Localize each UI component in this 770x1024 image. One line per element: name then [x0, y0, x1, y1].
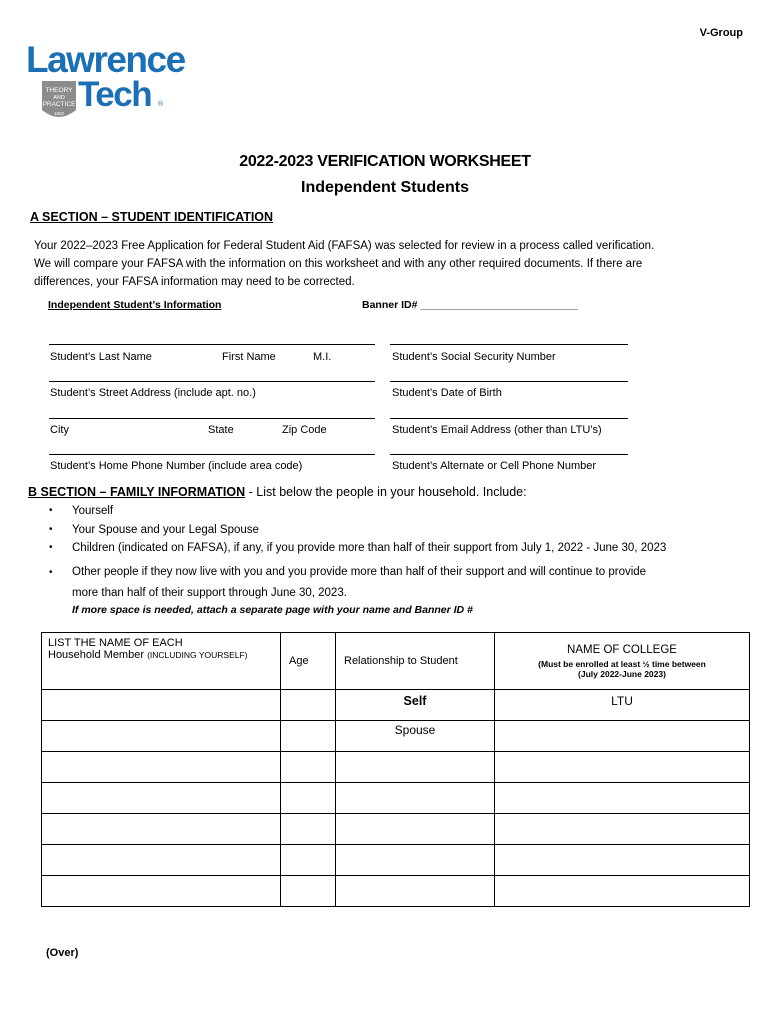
name-cell[interactable] [42, 721, 281, 752]
name-cell[interactable] [42, 690, 281, 721]
age-cell[interactable] [281, 690, 336, 721]
table-row [42, 876, 750, 907]
college-cell[interactable] [495, 721, 750, 752]
bullet-icon: • [49, 567, 53, 578]
email-line[interactable] [390, 418, 628, 419]
city-line[interactable] [49, 418, 375, 419]
email-label: Student’s Email Address (other than LTU’s) [392, 424, 602, 436]
college-cell[interactable] [495, 783, 750, 814]
street-label: Student’s Street Address (include apt. no.) [50, 387, 256, 399]
worksheet-title: 2022-2023 VERIFICATION WORKSHEET [239, 153, 531, 170]
age-cell[interactable] [281, 814, 336, 845]
svg-text:AND: AND [53, 95, 65, 101]
table-row [42, 783, 750, 814]
street-line[interactable] [49, 381, 375, 382]
logo-bottom-text: Tech [78, 75, 152, 114]
bullet-icon: • [49, 542, 53, 553]
col-name-header: LIST THE NAME OF EACH Household Member (INCLUDING YOURSELF) [42, 633, 281, 690]
relationship-cell: Spouse [336, 721, 495, 752]
table-header-row [42, 633, 750, 690]
relationship-cell[interactable] [336, 752, 495, 783]
state-label: State [208, 424, 234, 436]
bullet-yourself: • Yourself [72, 502, 113, 520]
worksheet-subtitle: Independent Students [301, 179, 469, 196]
college-cell[interactable] [495, 752, 750, 783]
college-cell[interactable] [495, 814, 750, 845]
college-cell[interactable] [495, 876, 750, 907]
age-cell[interactable] [281, 876, 336, 907]
table-row [42, 752, 750, 783]
bullet-spouse: • Your Spouse and your Legal Spouse [72, 521, 259, 539]
bullet-icon: • [49, 524, 53, 535]
group-label: V-Group [699, 27, 743, 39]
ssn-line[interactable] [390, 344, 628, 345]
section-b-heading: B SECTION – FAMILY INFORMATION [28, 485, 246, 499]
more-space-note: If more space is needed, attach a separate page with your name and Banner ID # [72, 604, 473, 616]
name-cell[interactable] [42, 876, 281, 907]
ssn-label: Student’s Social Security Number [392, 351, 556, 363]
dob-label: Student’s Date of Birth [392, 387, 502, 399]
relationship-cell[interactable] [336, 814, 495, 845]
section-b-intro: - List below the people in your household. Include: [245, 485, 527, 499]
bullet-other-people: • Other people if they now live with you and you provide more than half of their support and will continue to provide more than half of their support through June 30, 2023. [72, 562, 732, 604]
relationship-cell[interactable] [336, 876, 495, 907]
student-info-heading: Independent Student’s Information [48, 299, 222, 311]
col-college-header: NAME OF COLLEGE (Must be enrolled at least ½ time between (July 2022-June 2023) [495, 633, 750, 690]
home-phone-label: Student’s Home Phone Number (include area code) [50, 460, 303, 472]
svg-text:1932: 1932 [53, 111, 65, 116]
section-b-heading-line [28, 485, 527, 499]
name-cell[interactable] [42, 845, 281, 876]
table-row [42, 690, 750, 721]
relationship-cell: Self [336, 690, 495, 721]
svg-text:®: ® [158, 101, 164, 108]
col-age-header: Age [281, 633, 336, 690]
relationship-cell[interactable] [336, 845, 495, 876]
city-label: City [50, 424, 69, 436]
relationship-cell[interactable] [336, 783, 495, 814]
name-cell[interactable] [42, 814, 281, 845]
svg-text:PRACTICE: PRACTICE [42, 101, 76, 108]
bullet-children: • Children (indicated on FAFSA), if any, if you provide more than half of their support from July 1, 2022 - June 30, 2023 [72, 539, 666, 557]
alt-phone-label: Student’s Alternate or Cell Phone Number [392, 460, 597, 472]
age-cell[interactable] [281, 845, 336, 876]
table-row [42, 814, 750, 845]
first-name-label: First Name [222, 351, 276, 363]
mi-label: M.I. [313, 351, 332, 363]
svg-text:THEORY: THEORY [45, 87, 73, 94]
name-cell[interactable] [42, 783, 281, 814]
college-cell[interactable]: LTU [495, 690, 750, 721]
banner-id-label: Banner ID# ___________________________ [362, 299, 579, 311]
table-row [42, 721, 750, 752]
table-row [42, 845, 750, 876]
lawrence-tech-logo [26, 40, 196, 130]
age-cell[interactable] [281, 721, 336, 752]
name-cell[interactable] [42, 752, 281, 783]
col-relationship-header: Relationship to Student [336, 633, 495, 690]
age-cell[interactable] [281, 752, 336, 783]
home-phone-line[interactable] [49, 454, 375, 455]
college-cell[interactable] [495, 845, 750, 876]
bullet-icon: • [49, 505, 53, 516]
section-a-heading: A SECTION – STUDENT IDENTIFICATION [30, 210, 274, 224]
name-line[interactable] [49, 344, 375, 345]
last-name-label: Student’s Last Name [50, 351, 152, 363]
logo-top-text: Lawrence [26, 40, 185, 80]
section-a-paragraph: Your 2022–2023 Free Application for Federal Student Aid (FAFSA) was selected for review in a process called verification. We will compare your FAFSA with the information on this worksheet and with any other required documents. If there are differences, your FAFSA information may need to be corrected. [34, 240, 655, 288]
age-cell[interactable] [281, 783, 336, 814]
alt-phone-line[interactable] [390, 454, 628, 455]
dob-line[interactable] [390, 381, 628, 382]
over-label: (Over) [46, 947, 79, 959]
zip-label: Zip Code [282, 424, 327, 436]
household-table [41, 632, 750, 907]
